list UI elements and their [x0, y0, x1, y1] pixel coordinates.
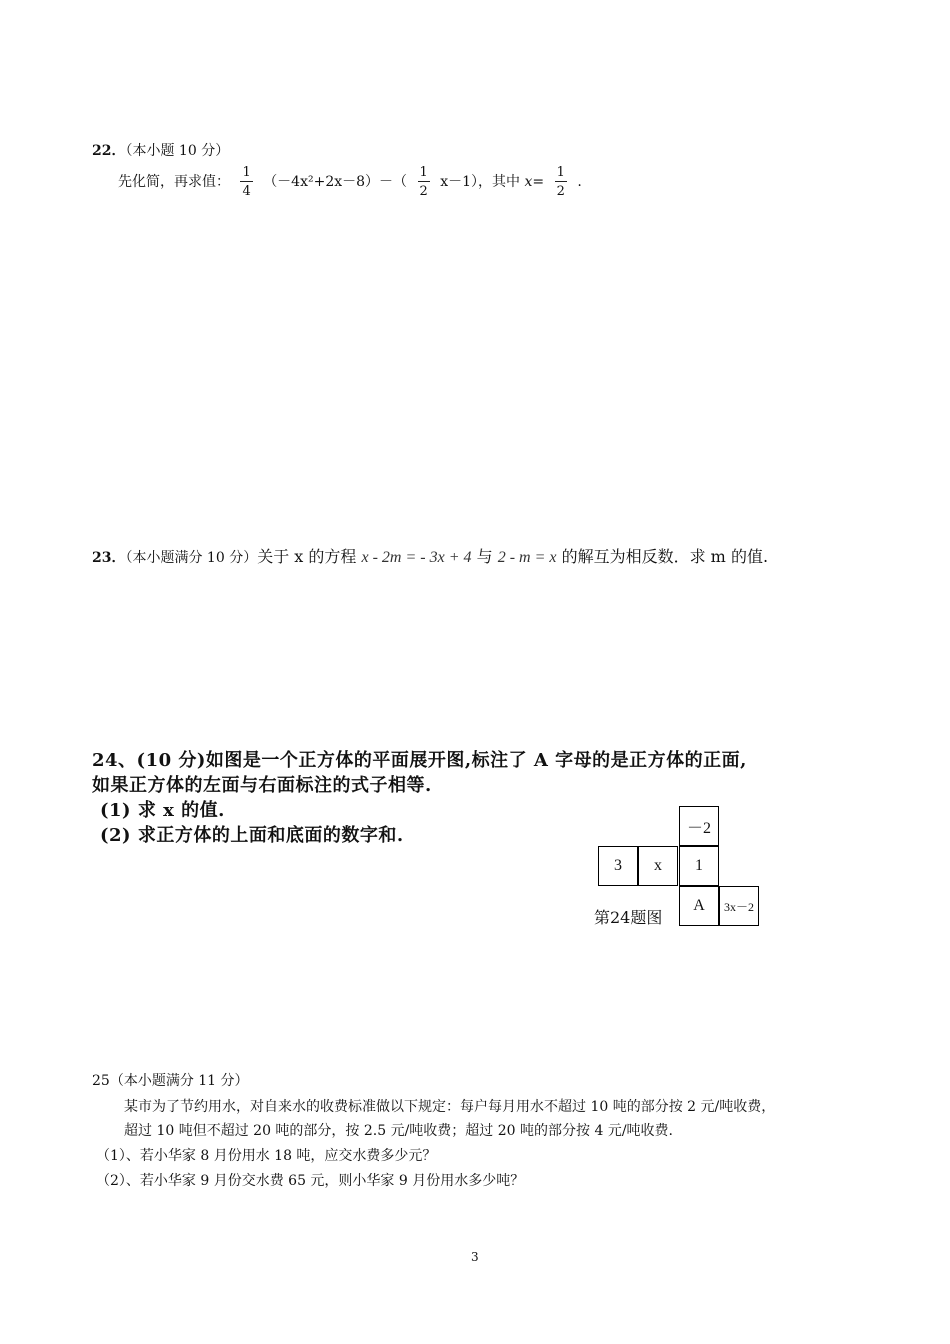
cube-face-right: 3x－2	[719, 886, 759, 926]
q25-paragraph-2: 超过 10 吨但不超过 20 吨的部分，按 2.5 元/吨收费；超过 20 吨的部分按 4 元/吨收费.	[124, 1123, 673, 1139]
q22-body	[118, 166, 582, 198]
q23-points: （本小题满分 10 分）	[125, 550, 258, 566]
q22-number: 22．	[92, 143, 126, 159]
q23	[92, 544, 768, 567]
q23-number: 23．	[92, 550, 126, 566]
cube-face-left: 3	[598, 846, 638, 886]
cube-face-1: 1	[679, 846, 719, 886]
q22-fraction-3: $\frac{1}{2}$	[556, 165, 565, 199]
cube-face-front: A	[679, 886, 719, 926]
q23-equation-2: 2 - m = x	[497, 549, 557, 566]
q22-header	[92, 140, 229, 160]
q22-prompt: 先化简，再求值：	[118, 174, 230, 190]
cube-face-top: －2	[679, 806, 719, 846]
q24-line-1: 24、(10 分)如图是一个正方体的平面展开图,标注了 A 字母的是正方体的正面,	[92, 750, 747, 771]
q23-text-2: 与	[476, 547, 493, 566]
q23-text-3: 的解互为相反数．求 m 的值.	[561, 547, 769, 566]
q22-expression-1: （－4x²+2x－8）－（	[263, 174, 408, 190]
q25-header: 25（本小题满分 11 分）	[92, 1073, 249, 1089]
page-number: 3	[471, 1250, 479, 1264]
q22-fraction-1: $\frac{1}{4}$	[242, 165, 251, 199]
q22-expression-2: x－1），其中	[440, 174, 521, 190]
q24-sub-2: (2) 求正方体的上面和底面的数字和.	[100, 825, 404, 846]
q22-points: （本小题 10 分）	[125, 143, 230, 159]
q22-fraction-2: $\frac{1}{2}$	[419, 165, 428, 199]
q25-sub-1: （1）、若小华家 8 月份用水 18 吨，应交水费多少元？	[96, 1148, 437, 1164]
q24-sub-1: (1) 求 x 的值.	[100, 800, 225, 821]
q23-text-1: 关于 x 的方程	[257, 547, 357, 566]
q23-equation-1: x - 2m = - 3x + 4	[361, 549, 472, 566]
q22-variable: x=	[524, 174, 545, 190]
q24-line-2: 如果正方体的左面与右面标注的式子相等.	[92, 775, 432, 796]
figure-caption: 第24题图	[594, 908, 663, 927]
q25-paragraph-1: 某市为了节约用水，对自来水的收费标准做以下规定：每户每月用水不超过 10 吨的部分按 2 元/吨收费，	[124, 1099, 776, 1115]
cube-face-x: x	[638, 846, 678, 886]
q25-sub-2: （2）、若小华家 9 月份交水费 65 元，则小华家 9 月份用水多少吨？	[96, 1173, 525, 1189]
q22-end: .	[577, 174, 582, 190]
